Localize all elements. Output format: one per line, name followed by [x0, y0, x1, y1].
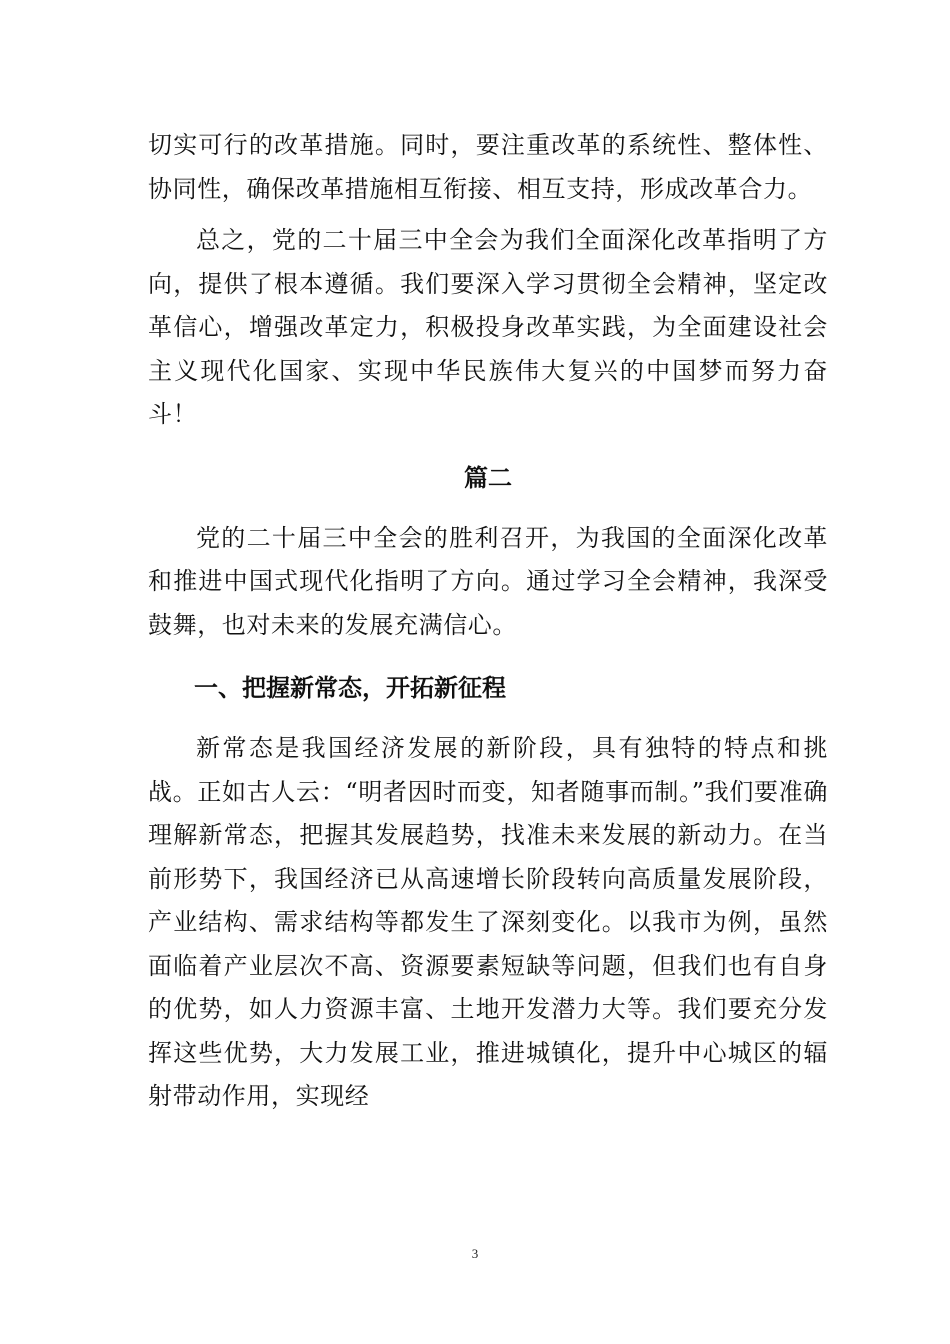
- paragraph-intro: 党的二十届三中全会的胜利召开，为我国的全面深化改革和推进中国式现代化指明了方向。通过学习全会精神，我深受鼓舞，也对未来的发展充满信心。: [148, 523, 828, 639]
- paragraph-body: 新常态是我国经济发展的新阶段，具有独特的特点和挑战。正如古人云：“明者因时而变，知者随事而制。”我们要准确理解新常态，把握其发展趋势，找准未来发展的新动力。在当前形势下，我国经济已从高速增长阶段转向高质量发展阶段，产业结构、需求结构等都发生了深刻变化。以我市为例，虽然面临着产业层次不高、资源要素短缺等问题，但我们也有自身的优势，如人力资源丰富、土地开发潜力大等。我们要充分发挥这些优势，大力发展工业，推进城镇化，提升中心城区的辐射带动作用，实现经: [148, 734, 828, 1110]
- page-number: 3: [471, 1246, 479, 1261]
- section-title: 篇二: [464, 463, 512, 492]
- paragraph-continuation: 切实可行的改革措施。同时，要注重改革的系统性、整体性、协同性，确保改革措施相互衔接、相互支持，形成改革合力。: [148, 131, 828, 203]
- paragraph-conclusion: 总之，党的二十届三中全会为我们全面深化改革指明了方向，提供了根本遵循。我们要深入学习贯彻全会精神，坚定改革信心，增强改革定力，积极投身改革实践，为全面建设社会主义现代化国家、实现中华民族伟大复兴的中国梦而努力奋斗！: [148, 226, 828, 428]
- page-content: [148, 124, 828, 1119]
- heading-1: 一、把握新常态，开拓新征程: [194, 674, 506, 702]
